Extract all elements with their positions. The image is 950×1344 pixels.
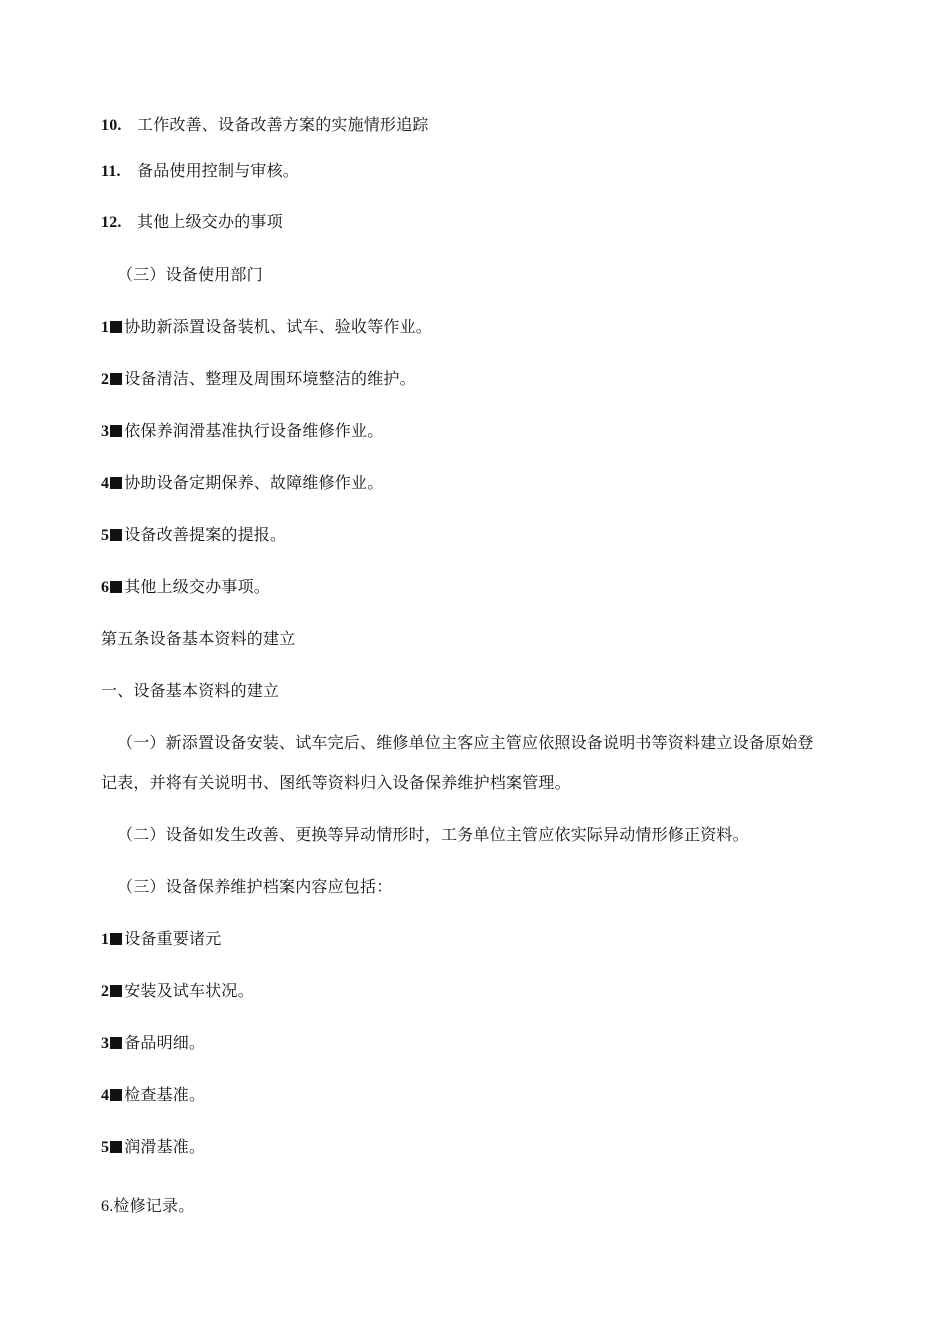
list-item	[101, 160, 299, 183]
paragraph-text: （二）设备如发生改善、更换等异动情形时，工务单位主管应依实际异动情形修正资料。	[117, 825, 749, 844]
item-number: 6.	[101, 1198, 114, 1215]
list-item	[101, 576, 270, 599]
list-item	[101, 524, 286, 547]
item-number: 1	[101, 319, 110, 336]
paragraph-text: 记表，并将有关说明书、图纸等资料归入设备保养维护档案管理。	[101, 773, 571, 792]
item-number: 2	[101, 371, 110, 388]
paragraph-line	[117, 824, 749, 846]
item-text: 备品明细。	[124, 1033, 206, 1052]
item-number: 5	[101, 527, 110, 544]
heading-text: 第五条设备基本资料的建立	[101, 629, 296, 648]
item-text: 润滑基准。	[124, 1137, 206, 1156]
paragraph-line	[117, 732, 814, 754]
item-text: 备品使用控制与审核。	[137, 161, 300, 180]
paragraph-line	[117, 876, 392, 898]
square-bullet-icon	[110, 1037, 122, 1049]
square-bullet-icon	[110, 373, 122, 385]
item-number: 1	[101, 931, 110, 948]
list-item	[101, 420, 383, 443]
square-bullet-icon	[110, 529, 122, 541]
section-heading	[117, 264, 263, 286]
item-number: 5	[101, 1139, 110, 1156]
item-text: 安装及试车状况。	[124, 981, 254, 1000]
list-item	[101, 980, 254, 1003]
paragraph-text: （一）新添置设备安装、试车完后、维修单位主客应主管应依照设备说明书等资料建立设备原始登	[117, 733, 814, 752]
item-text: 检修记录。	[113, 1196, 195, 1215]
list-item	[101, 1195, 194, 1218]
item-number: 11.	[101, 163, 121, 180]
item-text: 协助新添置设备装机、试车、验收等作业。	[124, 317, 433, 336]
list-item	[101, 928, 221, 951]
item-number: 3	[101, 423, 110, 440]
item-number: 4	[101, 1087, 110, 1104]
item-text: 协助设备定期保养、故障维修作业。	[124, 473, 384, 492]
item-text: 设备改善提案的提报。	[124, 525, 287, 544]
square-bullet-icon	[110, 477, 122, 489]
item-number: 10.	[101, 117, 122, 134]
item-text: 设备清洁、整理及周围环境整洁的维护。	[124, 369, 416, 388]
heading-text: 一、设备基本资料的建立	[101, 681, 280, 700]
list-item	[101, 211, 283, 234]
list-item	[101, 1136, 205, 1159]
list-item	[101, 1032, 205, 1055]
item-text: 设备重要诸元	[124, 929, 222, 948]
item-text: 工作改善、设备改善方案的实施情形追踪	[137, 115, 429, 134]
square-bullet-icon	[110, 425, 122, 437]
square-bullet-icon	[110, 933, 122, 945]
item-number: 6	[101, 579, 110, 596]
list-item	[101, 472, 383, 495]
list-item	[101, 316, 432, 339]
square-bullet-icon	[110, 321, 122, 333]
item-number: 2	[101, 983, 110, 1000]
list-item	[101, 1084, 205, 1107]
square-bullet-icon	[110, 581, 122, 593]
item-text: 其他上级交办的事项	[137, 212, 283, 231]
paragraph-line	[101, 772, 571, 794]
item-text: 依保养润滑基准执行设备维修作业。	[124, 421, 384, 440]
item-text: 其他上级交办事项。	[124, 577, 271, 596]
paragraph-text: （三）设备保养维护档案内容应包括：	[117, 877, 393, 896]
list-item	[101, 114, 429, 137]
square-bullet-icon	[110, 1141, 122, 1153]
item-number: 12.	[101, 214, 122, 231]
article-heading	[101, 628, 295, 650]
heading-text: （三）设备使用部门	[117, 265, 263, 284]
item-text: 检查基准。	[124, 1085, 206, 1104]
square-bullet-icon	[110, 1089, 122, 1101]
square-bullet-icon	[110, 985, 122, 997]
list-item	[101, 368, 416, 391]
section-heading	[101, 680, 279, 702]
item-number: 4	[101, 475, 110, 492]
item-number: 3	[101, 1035, 110, 1052]
